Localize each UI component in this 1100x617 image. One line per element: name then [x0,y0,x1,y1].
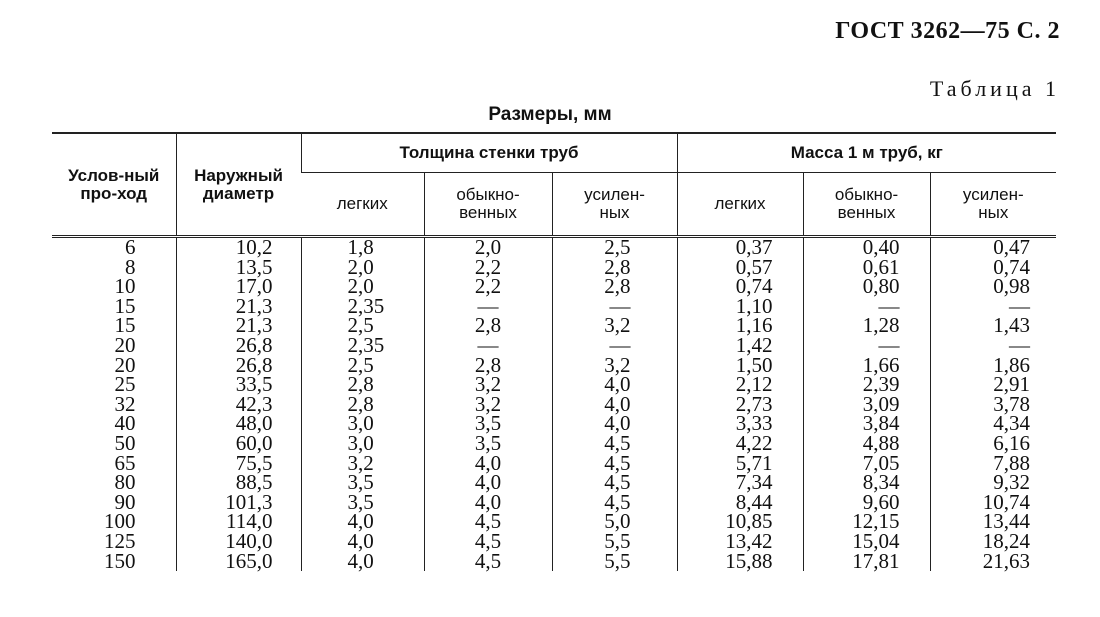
table-row [52,493,1056,513]
cell-nominal-bore: 65 [114,450,136,475]
cell-wall-ordinary: 4,5 [424,532,552,552]
cell-mass-ordinary: 7,05 [803,454,930,474]
cell-mass-reinforced: 1,43 [930,316,1056,336]
cell-mass-light: 15,88 [677,552,803,572]
cell-wall-ordinary: 2,2 [424,258,552,278]
cell-mass-ordinary: 0,80 [803,277,930,297]
cell-outer-diameter: 101,3 [176,493,301,513]
cell-outer-diameter: 21,3 [176,316,301,336]
cell-mass-reinforced: 7,88 [930,454,1056,474]
cell-mass-reinforced: 0,47 [930,237,1056,258]
cell-mass-ordinary: 2,39 [803,375,930,395]
header-mass-per-meter: Масса 1 м труб, кг [677,133,1056,173]
table-row [52,297,1056,317]
cell-mass-light: 10,85 [677,512,803,532]
cell-wall-light: 3,5 [301,473,424,493]
cell-outer-diameter: 60,0 [176,434,301,454]
cell-mass-reinforced: 0,98 [930,277,1056,297]
cell-mass-reinforced: 4,34 [930,414,1056,434]
cell-outer-diameter: 33,5 [176,375,301,395]
cell-wall-reinforced: 4,5 [552,493,677,513]
cell-wall-light: 2,8 [301,395,424,415]
cell-wall-reinforced: 3,2 [552,316,677,336]
cell-mass-reinforced: 10,74 [930,493,1056,513]
cell-wall-light: 1,8 [301,237,424,258]
cell-mass-reinforced: 6,16 [930,434,1056,454]
cell-wall-light: 3,0 [301,414,424,434]
cell-mass-ordinary: 1,66 [803,356,930,376]
table-row [52,434,1056,454]
cell-mass-reinforced: 1,86 [930,356,1056,376]
table-row [52,473,1056,493]
header-wall-ordinary: обыкно- венных [424,173,552,237]
cell-wall-light: 4,0 [301,532,424,552]
table-row [52,237,1056,258]
table-row [52,258,1056,278]
cell-wall-light: 3,2 [301,454,424,474]
cell-mass-light: 1,42 [677,336,803,356]
cell-nominal-bore: 40 [114,411,136,436]
table-row [52,454,1056,474]
cell-wall-light: 3,0 [301,434,424,454]
cell-mass-light: 2,12 [677,375,803,395]
header-mass-ordinary: обыкно- венных [803,173,930,237]
cell-mass-reinforced: 3,78 [930,395,1056,415]
cell-wall-light: 2,8 [301,375,424,395]
header-nominal-bore: Услов-ный про-ход [52,133,176,237]
cell-wall-ordinary: 2,8 [424,356,552,376]
cell-mass-light: 1,16 [677,316,803,336]
cell-wall-ordinary: 3,5 [424,434,552,454]
cell-wall-reinforced: 2,5 [552,237,677,258]
cell-wall-reinforced: 4,0 [552,375,677,395]
cell-mass-reinforced: 21,63 [930,552,1056,572]
cell-outer-diameter: 88,5 [176,473,301,493]
cell-outer-diameter: 42,3 [176,395,301,415]
table-number-label: Таблица 1 [929,76,1060,101]
cell-mass-light: 2,73 [677,395,803,415]
cell-mass-light: 1,50 [677,356,803,376]
cell-nominal-bore: 10 [114,274,136,299]
cell-outer-diameter: 10,2 [176,237,301,258]
table-row [52,532,1056,552]
cell-outer-diameter: 26,8 [176,336,301,356]
cell-mass-ordinary: 0,40 [803,237,930,258]
cell-mass-light: 4,22 [677,434,803,454]
cell-wall-ordinary: 4,5 [424,552,552,572]
cell-wall-light: 2,0 [301,277,424,297]
cell-nominal-bore: 15 [114,293,136,318]
cell-mass-reinforced: 18,24 [930,532,1056,552]
cell-mass-light: 13,42 [677,532,803,552]
cell-mass-reinforced: 0,74 [930,258,1056,278]
cell-mass-ordinary: 9,60 [803,493,930,513]
cell-mass-reinforced: 13,44 [930,512,1056,532]
cell-outer-diameter: 17,0 [176,277,301,297]
cell-nominal-bore: 8 [125,254,136,279]
cell-nominal-bore: 20 [114,332,136,357]
cell-nominal-bore: 100 [104,509,136,534]
cell-wall-reinforced: 3,2 [552,356,677,376]
cell-wall-light: 4,0 [301,552,424,572]
cell-mass-light: 0,57 [677,258,803,278]
cell-mass-ordinary: 8,34 [803,473,930,493]
cell-wall-ordinary: 3,2 [424,375,552,395]
pipe-dimensions-table [52,132,1056,571]
cell-mass-ordinary: — [803,297,930,317]
cell-nominal-bore: 80 [114,470,136,495]
cell-wall-light: 4,0 [301,512,424,532]
cell-mass-reinforced: — [930,297,1056,317]
cell-wall-ordinary: 2,2 [424,277,552,297]
cell-wall-light: 2,0 [301,258,424,278]
cell-mass-reinforced: 2,91 [930,375,1056,395]
cell-nominal-bore: 125 [104,528,136,553]
cell-mass-light: 3,33 [677,414,803,434]
cell-mass-ordinary: 15,04 [803,532,930,552]
cell-wall-ordinary: — [424,336,552,356]
table-row [52,552,1056,572]
cell-mass-light: 5,71 [677,454,803,474]
cell-wall-reinforced: 4,5 [552,434,677,454]
cell-wall-ordinary: 3,2 [424,395,552,415]
cell-outer-diameter: 114,0 [176,512,301,532]
cell-mass-light: 1,10 [677,297,803,317]
table-caption: Размеры, мм [488,104,612,125]
cell-wall-reinforced: 2,8 [552,258,677,278]
cell-outer-diameter: 48,0 [176,414,301,434]
cell-wall-ordinary: 4,0 [424,454,552,474]
cell-wall-light: 3,5 [301,493,424,513]
header-mass-light: легких [677,173,803,237]
cell-wall-reinforced: 4,5 [552,454,677,474]
header-wall-light: легких [301,173,424,237]
table-body [52,237,1056,572]
cell-wall-ordinary: 3,5 [424,414,552,434]
cell-outer-diameter: 75,5 [176,454,301,474]
cell-mass-ordinary: 1,28 [803,316,930,336]
cell-wall-light: 2,5 [301,316,424,336]
cell-mass-light: 0,37 [677,237,803,258]
table-row [52,414,1056,434]
cell-wall-reinforced: 2,8 [552,277,677,297]
cell-nominal-bore: 20 [114,352,136,377]
cell-nominal-bore: 25 [114,372,136,397]
cell-wall-reinforced: — [552,297,677,317]
cell-wall-ordinary: 4,0 [424,473,552,493]
table-row [52,375,1056,395]
table-row [52,356,1056,376]
cell-mass-ordinary: 12,15 [803,512,930,532]
cell-outer-diameter: 165,0 [176,552,301,572]
cell-wall-reinforced: 5,5 [552,552,677,572]
cell-mass-ordinary: — [803,336,930,356]
cell-wall-light: 2,5 [301,356,424,376]
table-row [52,277,1056,297]
table-row [52,395,1056,415]
cell-outer-diameter: 26,8 [176,356,301,376]
header-mass-reinforced: усилен- ных [930,173,1056,237]
cell-mass-ordinary: 0,61 [803,258,930,278]
cell-wall-light: 2,35 [301,297,424,317]
cell-nominal-bore: 6 [125,235,136,259]
cell-outer-diameter: 21,3 [176,297,301,317]
cell-wall-reinforced: 5,5 [552,532,677,552]
cell-mass-ordinary: 3,09 [803,395,930,415]
cell-mass-ordinary: 17,81 [803,552,930,572]
cell-wall-reinforced: — [552,336,677,356]
cell-wall-ordinary: — [424,297,552,317]
table-header [52,133,1056,237]
cell-nominal-bore: 50 [114,430,136,455]
table-row [52,512,1056,532]
cell-outer-diameter: 140,0 [176,532,301,552]
cell-wall-reinforced: 4,0 [552,414,677,434]
cell-wall-reinforced: 5,0 [552,512,677,532]
cell-wall-light: 2,35 [301,336,424,356]
header-wall-reinforced: усилен- ных [552,173,677,237]
cell-wall-ordinary: 2,0 [424,237,552,258]
cell-mass-light: 7,34 [677,473,803,493]
cell-wall-reinforced: 4,5 [552,473,677,493]
header-outer-diameter: Наружный диаметр [176,133,301,237]
cell-mass-ordinary: 4,88 [803,434,930,454]
cell-wall-ordinary: 4,5 [424,512,552,532]
cell-nominal-bore: 32 [114,391,136,416]
header-wall-thickness: Толщина стенки труб [301,133,677,173]
cell-wall-ordinary: 4,0 [424,493,552,513]
cell-mass-reinforced: — [930,336,1056,356]
cell-mass-light: 8,44 [677,493,803,513]
cell-wall-ordinary: 2,8 [424,316,552,336]
cell-wall-reinforced: 4,0 [552,395,677,415]
cell-mass-reinforced: 9,32 [930,473,1056,493]
document-reference: ГОСТ 3262—75 С. 2 [835,18,1060,44]
table-row [52,336,1056,356]
cell-mass-ordinary: 3,84 [803,414,930,434]
cell-nominal-bore: 90 [114,489,136,514]
cell-nominal-bore: 150 [104,548,136,573]
table-row [52,316,1056,336]
cell-mass-light: 0,74 [677,277,803,297]
cell-nominal-bore: 15 [114,313,136,338]
cell-outer-diameter: 13,5 [176,258,301,278]
